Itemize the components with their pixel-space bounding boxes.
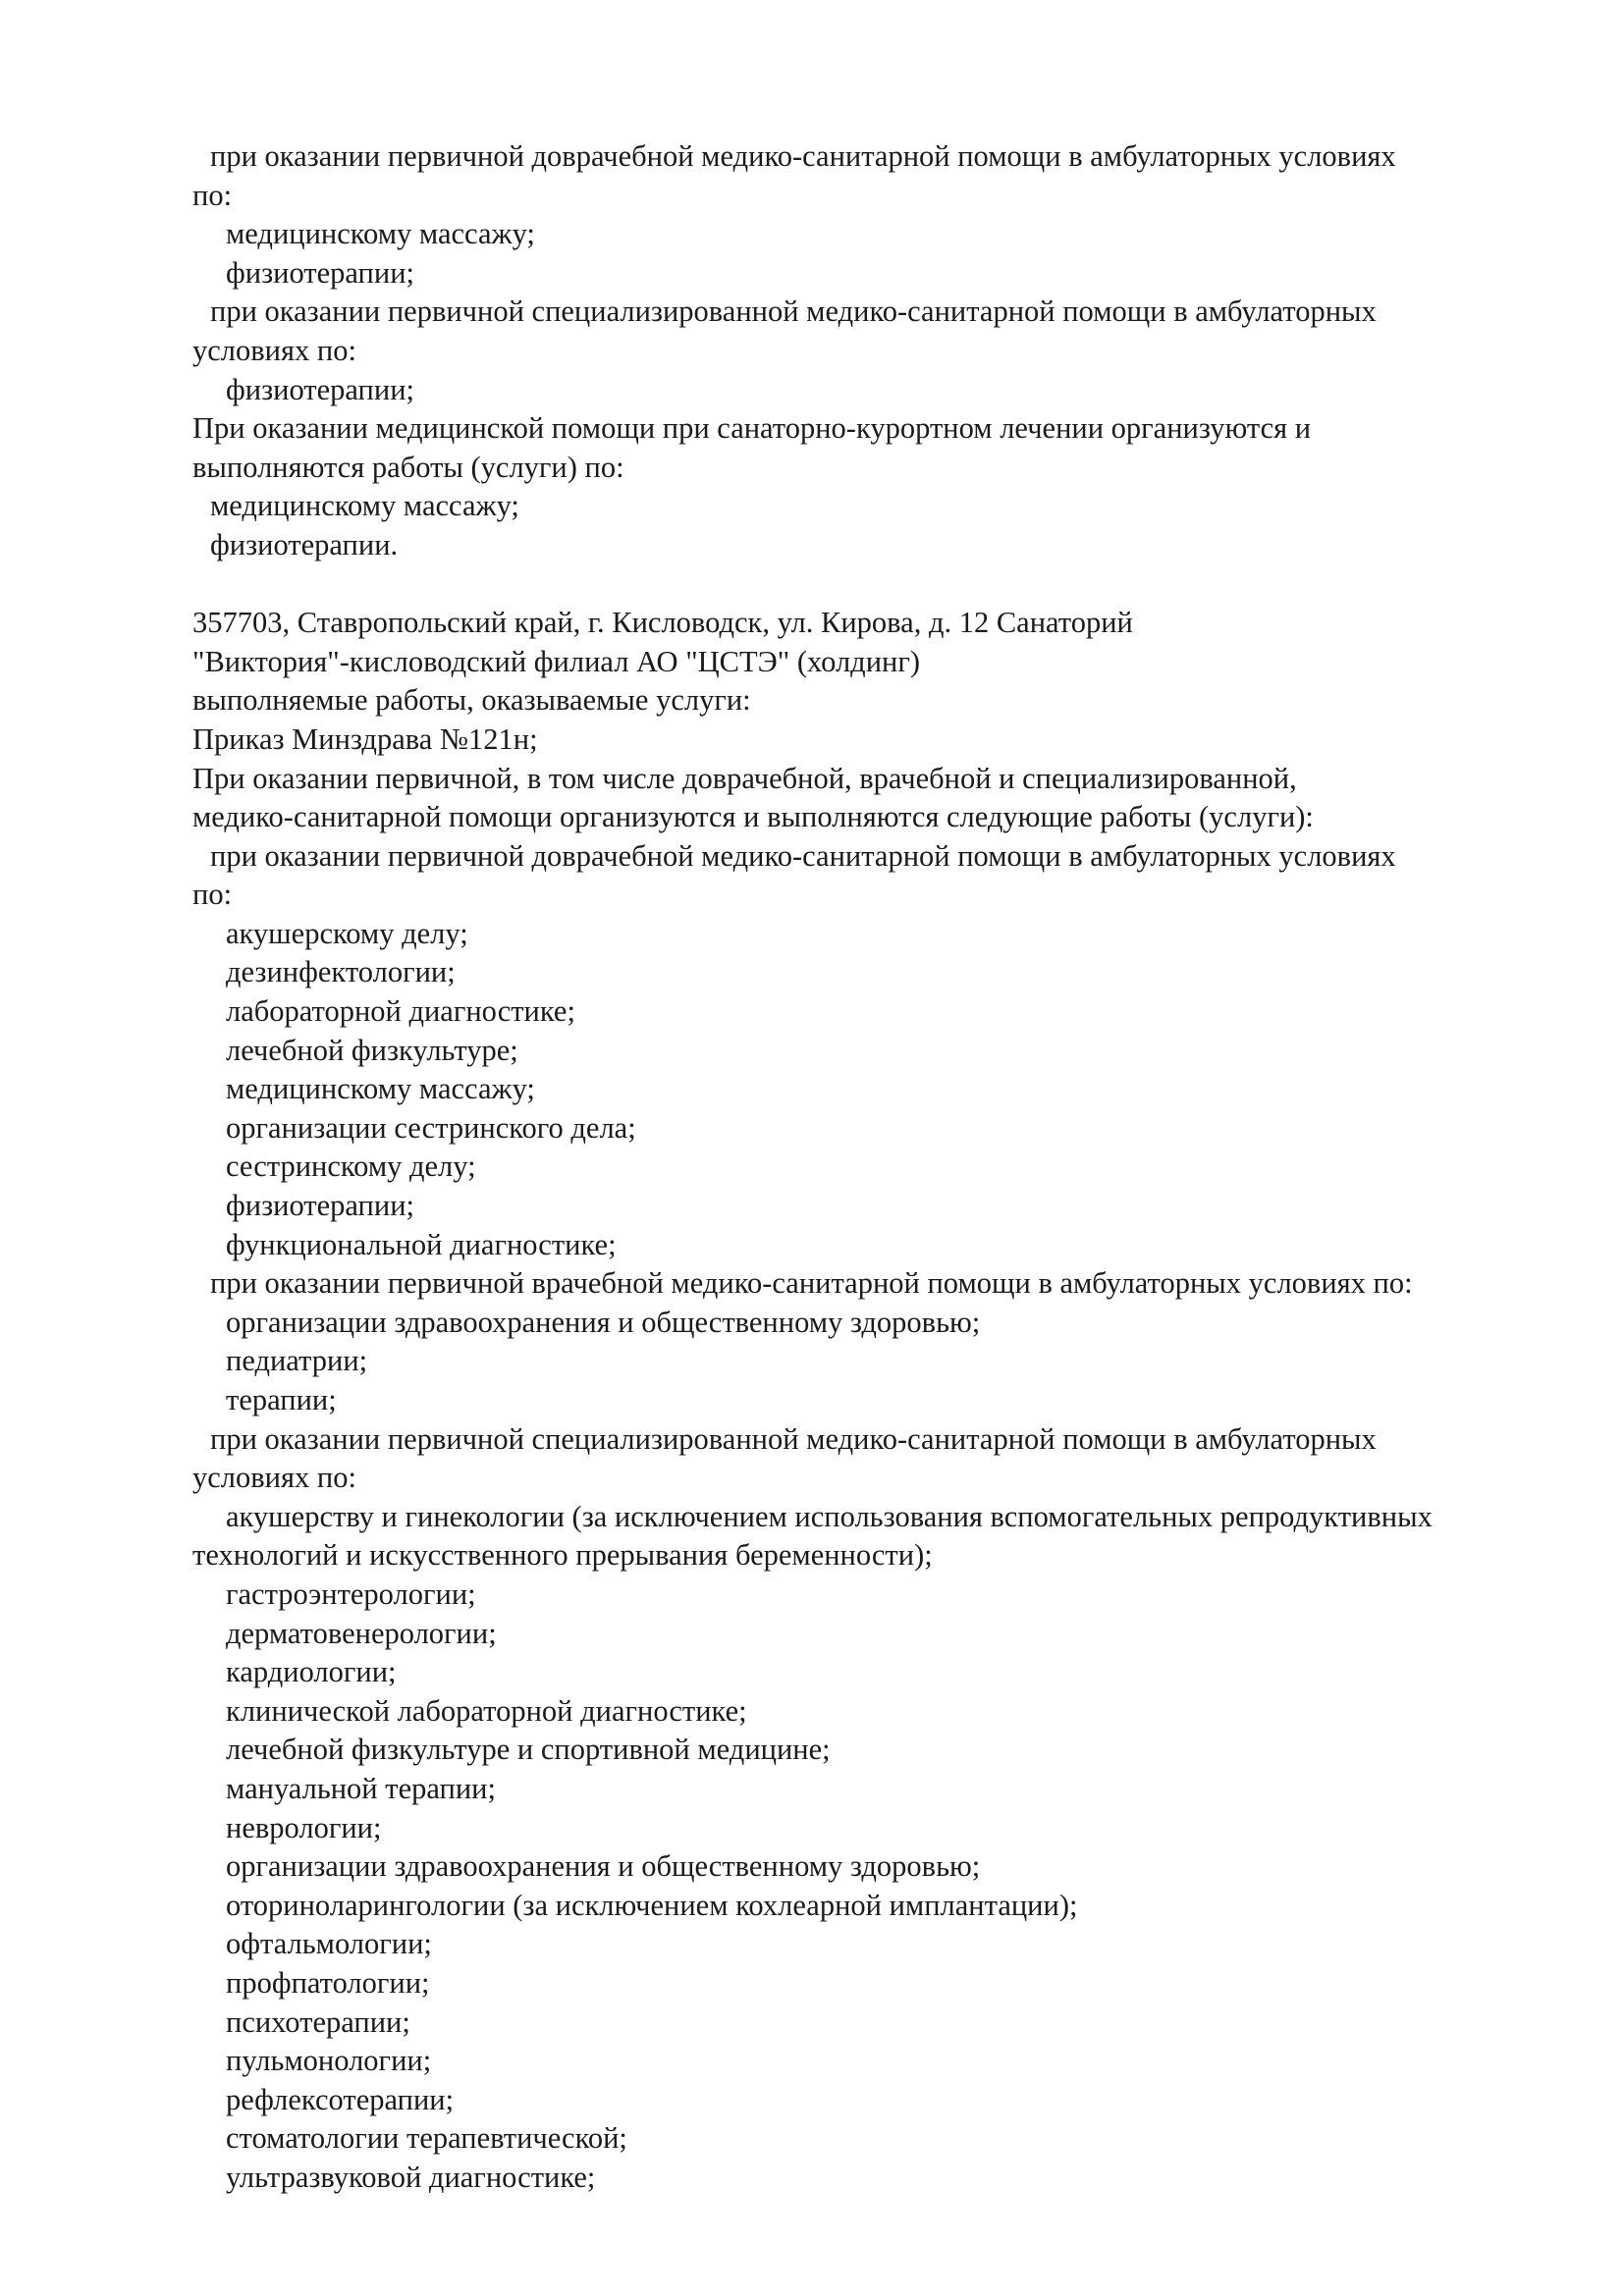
text-line: по:	[192, 178, 233, 212]
list-item: дезинфектологии;	[226, 955, 456, 989]
text-line: условиях по:	[192, 1461, 356, 1495]
address-line: 357703, Ставропольский край, г. Кисловодск, ул. Кирова, д. 12 Санаторий	[192, 606, 1133, 640]
text-line: медико-санитарной помощи организуются и выполняются следующие работы (услуги):	[192, 800, 1314, 834]
list-item: кардиологии;	[226, 1655, 397, 1689]
list-item: стоматологии терапевтической;	[226, 2121, 627, 2156]
list-item: мануальной терапии;	[226, 1771, 496, 1805]
list-item: психотерапии;	[226, 2004, 410, 2039]
list-item: медицинскому массажу;	[226, 1072, 535, 1106]
list-item: офтальмологии;	[226, 1927, 432, 1961]
blank-line	[192, 565, 1567, 605]
list-item: ультразвуковой диагностике;	[226, 2160, 596, 2194]
list-item: клинической лабораторной диагностике;	[226, 1693, 747, 1728]
list-item: оториноларингологии (за исключением кохлеарной имплантации);	[226, 1888, 1078, 1922]
list-item: акушерскому делу;	[226, 916, 468, 950]
text-line: при оказании первичной врачебной медико-санитарной помощи в амбулаторных условиях по:	[210, 1266, 1413, 1301]
list-item-continuation: технологий и искусственного прерывания беременности);	[192, 1538, 933, 1573]
organization-line: "Виктория"-кисловодский филиал АО "ЦСТЭ" (холдинг)	[192, 644, 921, 678]
text-line: при оказании первичной специализированной медико-санитарной помощи в амбулаторных	[210, 1421, 1377, 1456]
list-item: физиотерапии;	[226, 372, 414, 406]
list-item: организации здравоохранения и общественному здоровью;	[226, 1305, 981, 1339]
text-line: При оказании медицинской помощи при санаторно-курортном лечении организуются и	[192, 411, 1312, 446]
text-line: выполняемые работы, оказываемые услуги:	[192, 683, 751, 718]
order-reference: Приказ Минздрава №121н;	[192, 721, 538, 756]
list-item: физиотерапии;	[226, 1189, 414, 1223]
text-line: условиях по:	[192, 333, 356, 367]
text-line: при оказании первичной доврачебной медико-санитарной помощи в амбулаторных условиях	[210, 838, 1396, 873]
text-line: выполняются работы (услуги) по:	[192, 450, 624, 484]
list-item: лабораторной диагностике;	[226, 994, 575, 1029]
list-item: профпатологии;	[226, 1965, 430, 2000]
document-body	[192, 137, 1567, 2197]
list-item: физиотерапии.	[210, 527, 399, 561]
list-item: лечебной физкультуре и спортивной медицине;	[226, 1733, 831, 1767]
list-item: неврологии;	[226, 1810, 382, 1844]
list-item: функциональной диагностике;	[226, 1227, 617, 1261]
list-item: сестринскому делу;	[226, 1149, 476, 1184]
list-item: акушерству и гинекологии (за исключением использования вспомогательных репродуктивных	[226, 1499, 1433, 1533]
list-item: терапии;	[226, 1383, 337, 1416]
text-line: при оказании первичной доврачебной медико-санитарной помощи в амбулаторных условиях	[210, 139, 1396, 173]
list-item: педиатрии;	[226, 1344, 368, 1378]
text-line: по:	[192, 878, 233, 912]
list-item: физиотерапии;	[226, 255, 414, 290]
list-item: гастроэнтерологии;	[226, 1576, 476, 1611]
text-line: При оказании первичной, в том числе доврачебной, врачебной и специализированной,	[192, 761, 1297, 795]
list-item: дерматовенерологии;	[226, 1616, 497, 1650]
list-item: пульмонологии;	[226, 2044, 432, 2078]
list-item: организации здравоохранения и общественному здоровью;	[226, 1849, 981, 1884]
list-item: организации сестринского дела;	[226, 1110, 636, 1145]
list-item: лечебной физкультуре;	[226, 1033, 518, 1067]
text-line: при оказании первичной специализированной медико-санитарной помощи в амбулаторных	[210, 294, 1377, 329]
list-item: медицинскому массажу;	[226, 217, 535, 251]
list-item: рефлексотерапии;	[226, 2082, 455, 2116]
list-item: медицинскому массажу;	[210, 489, 519, 523]
